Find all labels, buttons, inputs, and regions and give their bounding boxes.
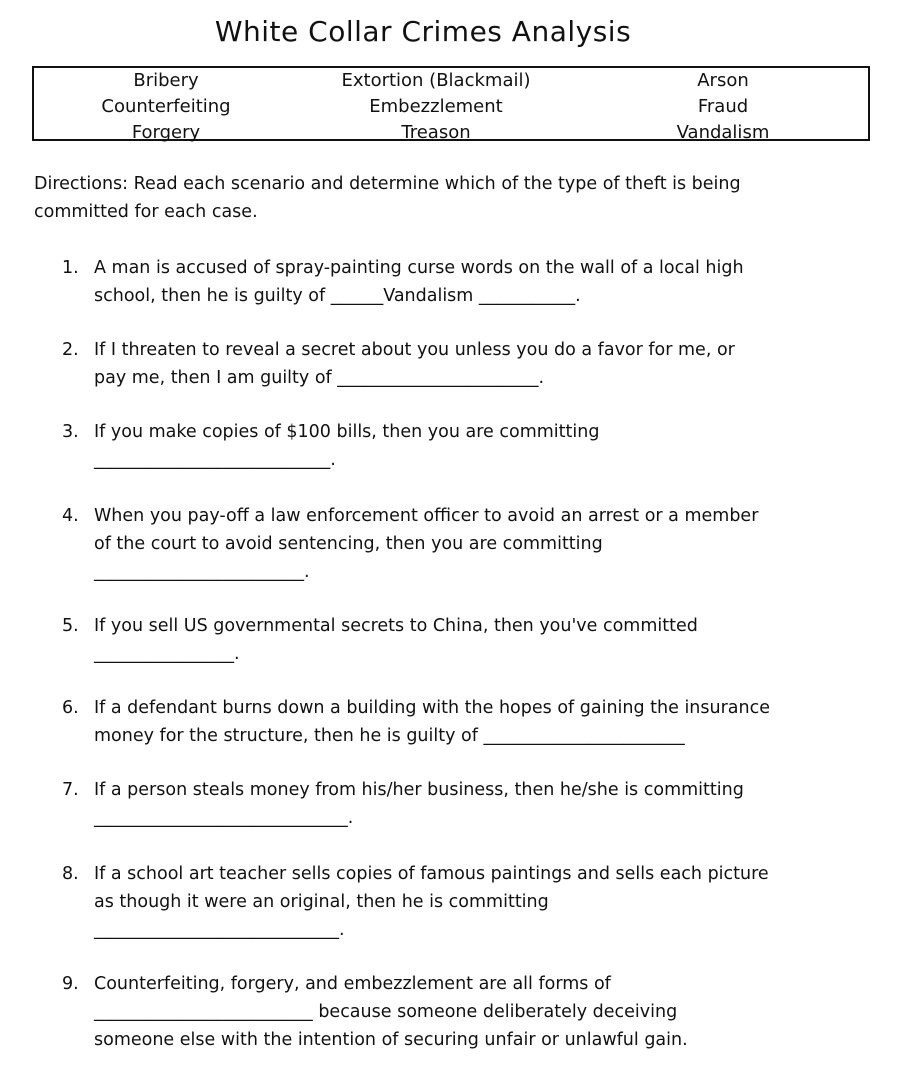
question-number: 9. [62, 974, 79, 994]
question-text: as though it were an original, then he is committing [94, 892, 549, 912]
word-bank-term: Forgery [131, 122, 201, 143]
question-number: 8. [62, 864, 79, 884]
directions-line: Directions: Read each scenario and determine which of the type of theft is being [34, 174, 741, 194]
question-text: If I threaten to reveal a secret about you unless you do a favor for me, or [94, 340, 735, 360]
question-number: 4. [62, 506, 79, 526]
answer-blank[interactable]: ____________________________. [94, 920, 345, 940]
question-text: Counterfeiting, forgery, and embezzlement are all forms of [94, 974, 611, 994]
directions-line: committed for each case. [34, 202, 258, 222]
question-text: If you make copies of $100 bills, then you are committing [94, 422, 600, 442]
question-number: 1. [62, 258, 79, 278]
answer-blank[interactable]: pay me, then I am guilty of _______________________. [94, 368, 545, 388]
word-bank-term: Extortion (Blackmail) [341, 70, 531, 91]
answer-blank[interactable]: ________________________. [94, 562, 310, 582]
question-text: If a person steals money from his/her business, then he/she is committing [94, 780, 744, 800]
question-text: of the court to avoid sentencing, then you are committing [94, 534, 603, 554]
answer-blank[interactable]: school, then he is guilty of ______Vandalism ___________. [94, 286, 581, 306]
directions [34, 170, 834, 226]
word-bank-term: Vandalism [676, 122, 770, 143]
answer-blank[interactable]: money for the structure, then he is guilty of _______________________ [94, 726, 685, 746]
word-bank-term: Arson [697, 70, 749, 91]
word-bank-term: Treason [401, 122, 471, 143]
worksheet-title: White Collar Crimes Analysis [214, 15, 632, 48]
question-text: When you pay-off a law enforcement officer to avoid an arrest or a member [94, 506, 759, 526]
question-text: If a school art teacher sells copies of famous paintings and sells each picture [94, 864, 769, 884]
word-bank-term: Counterfeiting [101, 96, 231, 117]
question-text: If you sell US governmental secrets to China, then you've committed [94, 616, 698, 636]
question-number: 3. [62, 422, 79, 442]
answer-blank[interactable]: _____________________________. [94, 808, 354, 828]
question-text: A man is accused of spray-painting curse words on the wall of a local high [94, 258, 744, 278]
answer-blank[interactable]: ________________. [94, 644, 240, 664]
question-text: someone else with the intention of securing unfair or unlawful gain. [94, 1030, 688, 1050]
question-text: If a defendant burns down a building with the hopes of gaining the insurance [94, 698, 771, 718]
word-bank-term: Fraud [697, 96, 749, 117]
answer-blank[interactable]: _________________________ because someone deliberately deceiving [94, 1002, 678, 1022]
answer-blank[interactable]: ___________________________. [94, 450, 336, 470]
question-number: 5. [62, 616, 79, 636]
question-number: 2. [62, 340, 79, 360]
question-number: 6. [62, 698, 79, 718]
question-number: 7. [62, 780, 79, 800]
word-bank [32, 66, 870, 141]
word-bank-term: Bribery [133, 70, 199, 91]
word-bank-term: Embezzlement [369, 96, 503, 117]
